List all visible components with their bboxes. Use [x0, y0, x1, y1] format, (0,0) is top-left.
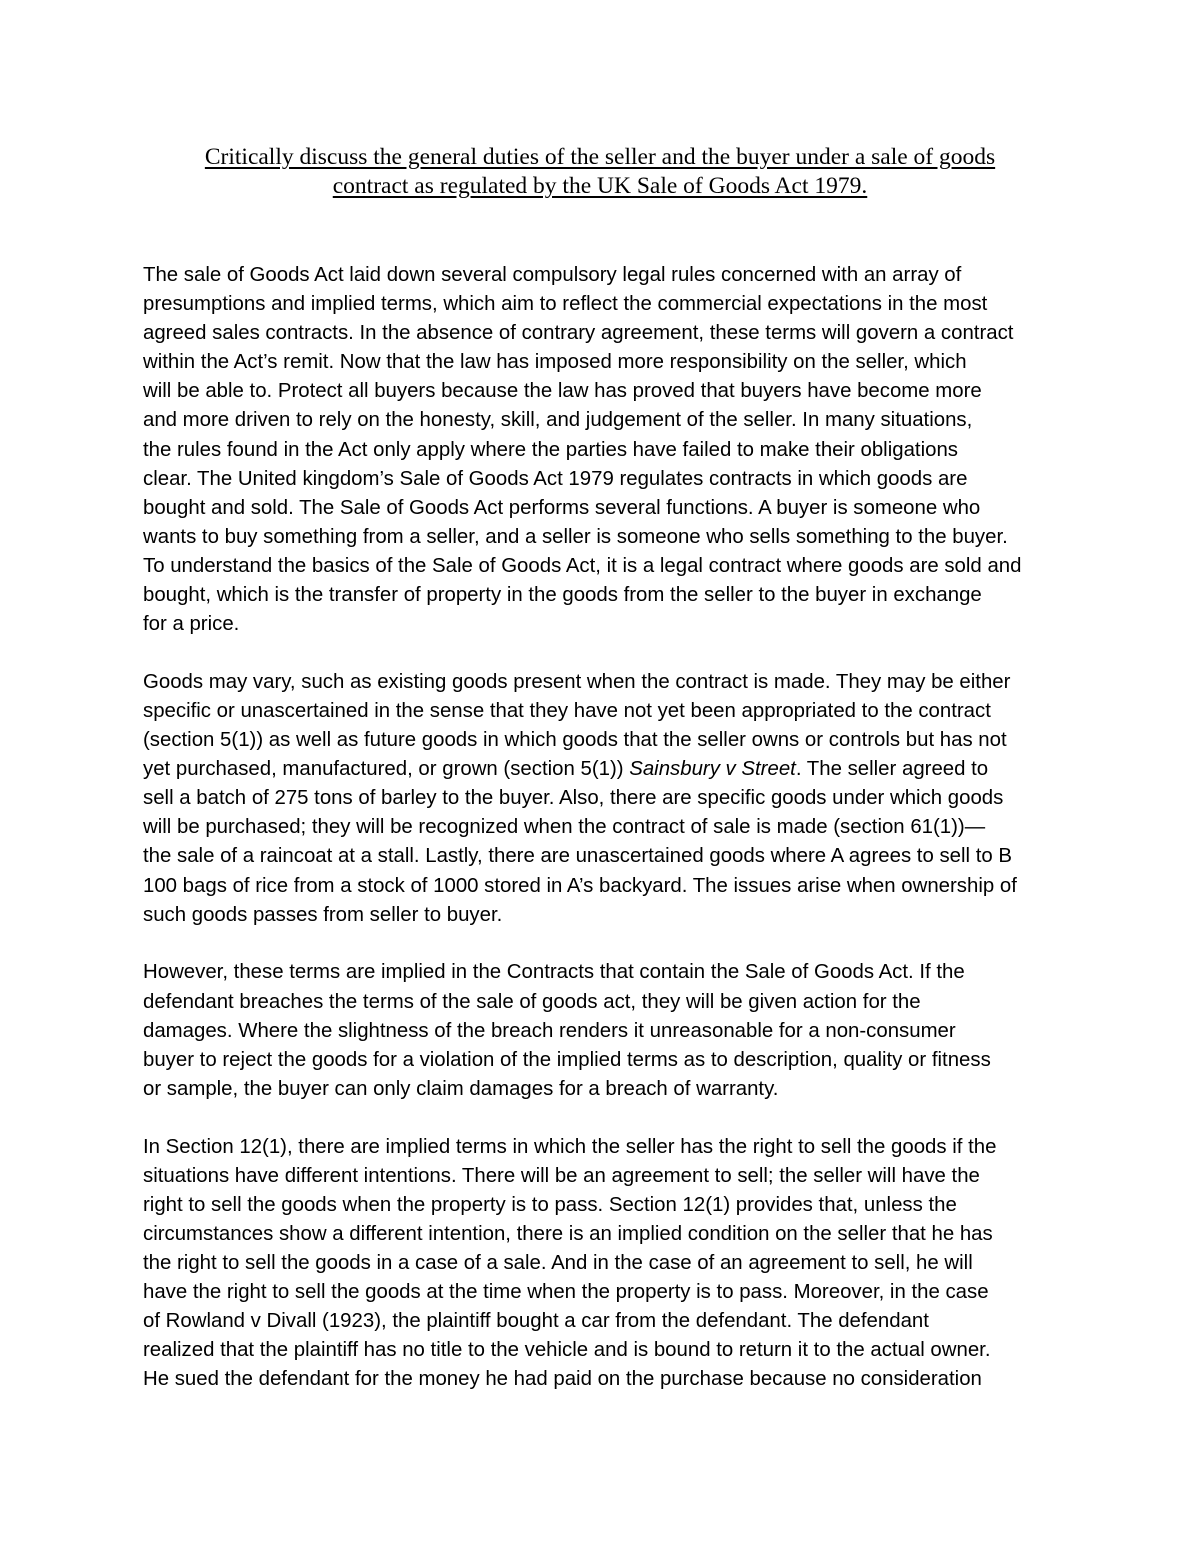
text-line: or sample, the buyer can only claim damages for a breach of warranty.	[143, 1077, 779, 1100]
text-line: To understand the basics of the Sale of Goods Act, it is a legal contract where goods are sold and	[143, 554, 1022, 577]
text-line: will be able to. Protect all buyers because the law has proved that buyers have become more	[143, 380, 982, 403]
text-line: circumstances show a different intention, there is an implied condition on the seller that he has	[143, 1222, 993, 1245]
document-title	[130, 143, 1070, 201]
text-line: have the right to sell the goods at the time when the property is to pass. Moreover, in the case	[143, 1281, 989, 1304]
text-line: (section 5(1)) as well as future goods in which goods that the seller owns or controls but has not	[143, 729, 1007, 752]
text-line: within the Act’s remit. Now that the law has imposed more responsibility on the seller, which	[143, 351, 967, 374]
text-line: agreed sales contracts. In the absence of contrary agreement, these terms will govern a contract	[143, 322, 1014, 345]
text-line: Goods may vary, such as existing goods present when the contract is made. They may be either	[143, 670, 1011, 693]
text-line: damages. Where the slightness of the breach renders it unreasonable for a non-consumer	[143, 1019, 956, 1042]
paragraph-implied-terms	[143, 958, 1078, 1103]
text-line: 100 bags of rice from a stock of 1000 stored in A’s backyard. The issues arise when ownership of	[143, 874, 1017, 897]
text-line: situations have different intentions. There will be an agreement to sell; the seller will have the	[143, 1164, 980, 1187]
text-line: for a price.	[143, 613, 240, 636]
text-line: realized that the plaintiff has no title to the vehicle and is bound to return it to the actual owner.	[143, 1339, 991, 1362]
text-line: bought, which is the transfer of property in the goods from the seller to the buyer in exchange	[143, 584, 982, 607]
text-line: such goods passes from seller to buyer.	[143, 903, 503, 926]
text-line: presumptions and implied terms, which aim to reflect the commercial expectations in the most	[143, 293, 988, 316]
text-line: specific or unascertained in the sense that they have not yet been appropriated to the contract	[143, 700, 991, 722]
text-segment: yet purchased, manufactured, or grown (section 5(1))	[143, 758, 630, 781]
text-line: buyer to reject the goods for a violation of the implied terms as to description, quality or fitness	[143, 1048, 991, 1071]
text-line: In Section 12(1), there are implied terms in which the seller has the right to sell the goods if the	[143, 1135, 997, 1158]
paragraph-section-12	[143, 1133, 1078, 1395]
paragraph-intro	[143, 261, 1078, 639]
text-line: the right to sell the goods in a case of a sale. And in the case of an agreement to sell, he will	[143, 1251, 973, 1274]
text-segment: . The seller agreed to	[795, 758, 989, 781]
text-line: of Rowland v Divall (1923), the plaintiff bought a car from the defendant. The defendant	[143, 1310, 929, 1333]
text-line: wants to buy something from a seller, and a seller is someone who sells something to the buyer.	[143, 525, 1008, 548]
paragraph-goods-types	[143, 668, 1078, 930]
text-line: defendant breaches the terms of the sale of goods act, they will be given action for the	[143, 990, 921, 1013]
text-line: right to sell the goods when the property is to pass. Section 12(1) provides that, unless the	[143, 1193, 957, 1216]
text-line: the sale of a raincoat at a stall. Lastly, there are unascertained goods where A agrees to sell to B	[143, 845, 1013, 868]
text-line: The sale of Goods Act laid down several compulsory legal rules concerned with an array of	[143, 264, 962, 286]
text-line: clear. The United kingdom’s Sale of Goods Act 1979 regulates contracts in which goods are	[143, 467, 968, 490]
text-line: will be purchased; they will be recognized when the contract of sale is made (section 61(1))—	[143, 816, 986, 839]
title-line: contract as regulated by the UK Sale of Goods Act 1979.	[332, 173, 868, 199]
text-line: the rules found in the Act only apply where the parties have failed to make their obligations	[143, 438, 958, 461]
text-line: bought and sold. The Sale of Goods Act performs several functions. A buyer is someone who	[143, 496, 981, 519]
text-line: However, these terms are implied in the Contracts that contain the Sale of Goods Act. If the	[143, 961, 965, 984]
text-line: He sued the defendant for the money he had paid on the purchase because no consideration	[143, 1368, 982, 1391]
text-line-with-case	[143, 755, 1078, 784]
text-line: and more driven to rely on the honesty, skill, and judgement of the seller. In many situations,	[143, 409, 973, 432]
title-line: Critically discuss the general duties of the seller and the buyer under a sale of goods	[204, 144, 996, 170]
text-line: sell a batch of 275 tons of barley to the buyer. Also, there are specific goods under which goods	[143, 787, 1004, 810]
document-body	[143, 261, 1078, 1423]
case-citation: Sainsbury v Street	[629, 758, 796, 781]
